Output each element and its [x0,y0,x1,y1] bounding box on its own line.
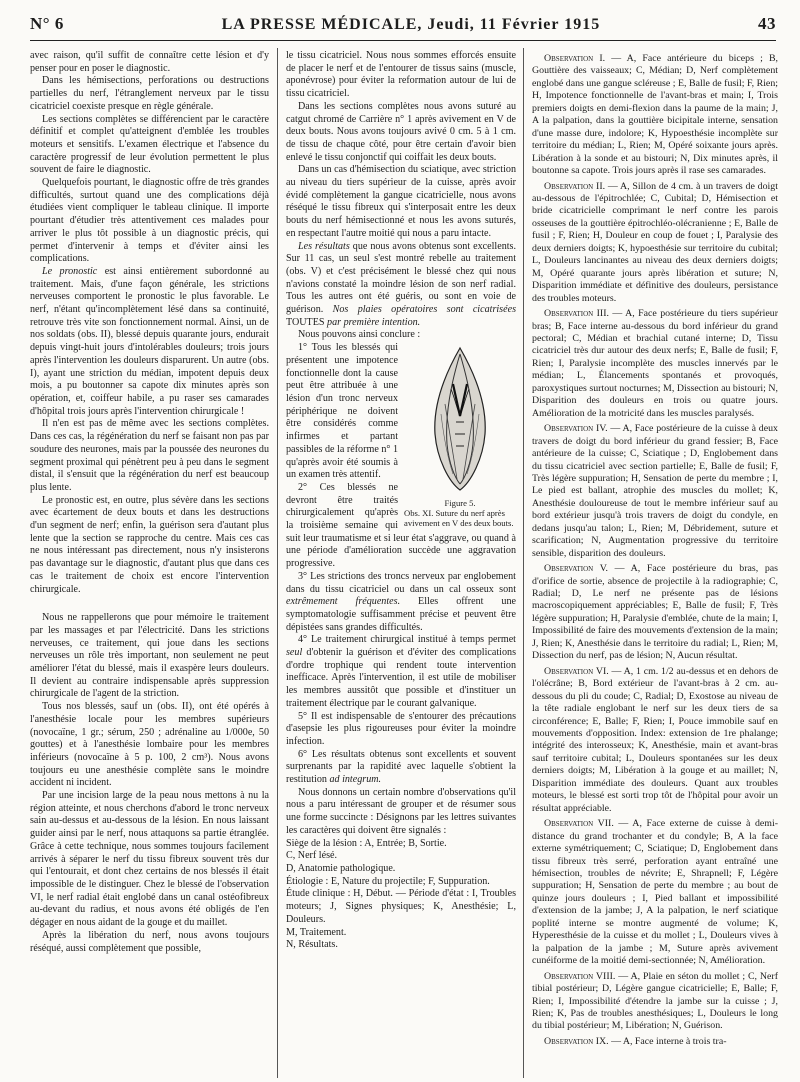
paragraph-prognosis [30,266,269,418]
column-divider [523,48,524,1078]
observation [532,1036,778,1048]
paragraph: Tous nos blessés, sauf un (obs. II), ont été opérés à l'anesthésie locale pour les membres supérieurs (novocaïne, 1 gr.; sérum, 250 ; adrénaline au 1/000e, 50 gouttes) et à l'anesthésie lombaire pour les membres inférieurs (novocaïne à 5 p. 100, 2 cm³). Nous avons toujours eu une anesthésie complète sans le moindre accident ni incident. [30,701,269,789]
paragraph: Dans les sections complètes nous avons suturé au catgut chromé de Carrière n° 1 après avivement en V de deux bouts. Nous avons toujours avivé 0 cm. 5 à 1 cm. de tissu de chaque côté, pour être certain d'avoir bien enlevé le tissu conjonctif qui coiffait les deux bouts. [286,100,516,163]
paragraph: Par une incision large de la peau nous mettons à nu la région atteinte, et nous cherchons d'abord le tronc nerveux sain au-dessus et au-dessous de la lésion. En nous laissant guider ainsi par le nerf, nous attaquons sa partie étranglée. Grâce à cette technique, nous sommes toujours facilement arrivés à séparer le nerf du tissu fibreux souvent très dur qui l'entourait, et dont chez certains de nos blessés il était impossible de le distinguer. Chez le blessé de l'observation VI, le nerf radial était englobé dans un canal ostéofibreux au-devant du radius, et nous avons été obligés de l'en dégager en nous aidant de la gouge et du maillet. [30,790,269,929]
observation [532,666,778,815]
observation [532,971,778,1033]
observation-heading: Observation I. [544,53,606,64]
observation [532,181,778,306]
observation [532,563,778,663]
column-left [30,50,269,1080]
legend-list [286,838,516,952]
journal-title: LA PRESSE MÉDICALE, Jeudi, 11 Février 1915 [221,16,601,33]
paragraph: Dans les hémisections, perforations ou destructions partielles du nerf, l'étranglement nerveux par le tissu cicatriciel coexiste presque en règle générale. [30,75,269,112]
figure-caption: Obs. XI. Suture du nerf après avivement en V des deux bouts. [404,508,514,529]
observation-heading: Observation VIII. [544,970,616,982]
paragraph: Les sections complètes se différencient par le caractère définitif et complet qu'atteignent d'emblée les troubles moteurs et sensitifs. L'examen électrique et l'absence du caractère progressif de leur évolution permettent le plus souvent de faire le diagnostic. [30,113,269,176]
paragraph: Le pronostic est, en outre, plus sévère dans les sections avec écartement de deux bouts et dans les destructions d'un segment de nerf; enfin, la guérison sera d'autant plus lente que la section se rapproche du centre. Mais ces cas ne nous intéressant pas directement, nous n'y insisterons pas davantage sur le diagnostic, d'autant plus que dans ces cas le traitement de choix est encore l'intervention chirurgicale. [30,494,269,595]
paragraph-text: d'obtenir la guérison et d'éviter des complications d'ordre trophique qui rendent toute intervention inefficace. Après l'intervention, il est utile de mobiliser les membres aussitôt que possible et d'instituer un traitement électrique par le courant galvanique. [286,647,516,709]
observation-text: — A, Face externe de cuisse à demi-distance du grand trochanter et du condyle; B, A la face externe symétriquement; C, Sciatique; D, Englobement dans tissu fibreux très serré, perforation ayant entraîné une hémisection, troubles de névrite; E, Shrapnell; F, Légère suppuration; H, Sensation de perte du membre ; au bout de quinze jours douleurs ; I, Pied ballant et impossibilité d'extension de la jambe; J, A la palpation, le nerf sciatique poplité interne se montre augmenté de volume; K, Hyperesthésie de la cuisse et du mollet ; L, Douleurs vives à la palpation de la jambe ; M, Suture après avivement cunéiforme de la moitié demi-sectionnée; N, Amélioration. [532,818,778,967]
observation-heading: Observation II. [544,180,606,192]
observation [532,308,778,420]
observation-text: — A, Plaie en séton du mollet ; C, Nerf tibial postérieur; D, Légère gangue cicatricielle; E, Balle; F, Rien; I, Impossibilité d'étendre la jambe sur la cuisse ; J, Rien; K, Pas de troubles anesthésiques; L, Douleurs le long du tibial postérieur; M, Libération; N, Guérison. [532,970,778,1032]
emphasis: Nos plaies opératoires sont cicatrisées [332,304,516,316]
observation-heading: Observation V. [544,563,609,575]
paragraph-text: 3° Les strictions des troncs nerveux par englobement dans du tissu cicatriciel ou dans un cal osseux sont [286,570,516,595]
paragraph-results [286,241,516,330]
observation-text: — A, Face antérieure du biceps ; B, Gouttière des vaisseaux; C, Médian; D, Nerf complètement englobé dans une gangue scléreuse ; E, Balle de fusil; F, Rien; H, Impotence fonctionnelle de l'avant-bras et main; I, Trois premiers doigts en demi-flexion dans la paume de la main; J, A la palpation, dans la gouttière bicipitale interne, sensation d'une masse dure, indolore; K, Hypoesthésie incomplète sur territoire du médian; L, Rien; M, Opéré soixante jours après. Libération à la sonde et au bistouri; N, Dix minutes après, il boutonne sa capote. Trois jours après il rase ses camarades. [532,53,778,177]
observation-text: — A, 1 cm. 1/2 au-dessus et en dehors de l'olécrâne; B, Bord extérieur de l'avant-bras à 2 cm. au-dessous du pli du coude; C, Radial; D, Exostose au niveau de la tête radiale englobant le nerf sur les deux tiers de sa circonférence; E, Balle; F, Rien; I, Pouce immobile sauf en mouvements d'opposition. Index: extension de 1re phalange; intégrité des interosseux; K, Anesthésie, main et avant-bras sauf territoire cubital; L, Douleurs spontanées sur les deux derniers doigts; M, Libération à la gouge et au maillet; N, Disparition immédiate des douleurs. Quant aux troubles moteurs, le blessé est sorti trop tôt de l'hôpital pour avoir un résultat appréciable. [532,665,778,814]
paragraph: Dans un cas d'hémisection du sciatique, avec striction au niveau du tiers supérieur de la cuisse, après avoir évidé complètement la gangue cicatricielle, nous avons réséqué le tissu fibreux qui s'interposait entre les deux bouts du nerf hémisectionné et nous les avons suturés, en respectant l'autre moitié qui nous a paru intacte. [286,164,516,239]
column-middle [286,50,516,1080]
page-number: 43 [757,14,776,33]
observation-heading: Observation VII. [544,818,614,830]
paragraph: avec raison, qu'il suffit de connaître cette lésion et d'y penser pour en poser le diagnostic. [30,50,269,74]
emphasis-caps: TOUTES [286,316,328,328]
observation-text: — A, Face postérieure du tiers supérieur bras; B, Face interne au-dessous du bord inférieur du grand pectoral; C, Médian et brachial cutané interne; D, Tissu cicatriciel très dur autour des deux nerfs; E, Balle de fusil; F, Rien; I, Paralysie incomplète des muscles innervés par le médian; L, Élancements spontanés et provoqués, paroxystiques surtout nocturnes; M, Dissection au bistouri; N, Disparition des douleurs en trois ou quatre jours. Amélioration de la motricité dans les muscles paralysés. [532,308,778,419]
figure-5 [404,344,516,528]
paragraph: Nous donnons un certain nombre d'observations qu'il nous a paru intéressant de grouper et de résumer sous une forme succincte : Désignons par les lettres suivantes les caractères qui doivent être signalés : [286,786,516,836]
observation-text: — A, Face interne à trois tra- [608,1035,727,1047]
emphasis: Le pronostic [42,265,98,277]
legend-item: M, Traitement. [286,926,347,938]
emphasis: Les résultats [298,240,350,252]
emphasis: seul [286,647,303,659]
column-divider [277,48,278,1078]
paragraph: Après la libération du nerf, nous avons toujours réséqué, aussi complètement que possible, [30,929,269,954]
page-header [30,14,776,41]
emphasis: ad integrum. [329,774,382,786]
issue-number: N° 6 [30,14,64,33]
observation-text: — A, Face postérieure du bras, pas d'orifice de sortie, absence de projectile à la radiographie; C, Radial; D, Le nerf ne présente pas de lésions macroscopiquement appréciables; E, Balle de fusil; F, Très légère suppuration; H, Paralysie d'emblée, chute de la main; I, Impossibilité de faire des mouvements d'extension de la main; J, Rien; K, Anesthésie dans le territoire du radial; L, Rien; M, Dissection du nerf, pas de lésion; N, Aucun résultat. [532,563,778,662]
observation-text: — A, Sillon de 4 cm. à un travers de doigt au-dessous de l'épitrochlée; C, Cubital; D, Hémisection et bride cicatricielle comprimant le nerf contre les parois osseuses de la gouttière épitrochléo-olécranienne ; E, Balle de fusil ; F, Rien; H, Douleur en coup de fouet ; I, Paralysie des deux derniers doigts; K, hypoesthésie sur territoire du cubital; L, Douleurs lancinantes au niveau des deux derniers doigts; M, Opéré quarante jours après libération et suture; N, Disparition immédiate et définitive des douleurs, persistance des troubles moteurs. [532,180,778,304]
conclusion-5: 5° Il est indispensable de s'entourer des précautions d'asepsie les plus rigoureuses pour éviter la moindre infection. [286,710,516,747]
paragraph: Il n'en est pas de même avec les sections complètes. Dans ces cas, la régénération du nerf se faisant non pas par soudure des neurones, mais par la poussée des neurones du segment proximal qui pénètrent peu à peu dans le segment distal, il s'ensuit que la régénération du nerf est beaucoup plus lente. [30,418,269,493]
paragraph: le tissu cicatriciel. Nous nous sommes efforcés ensuite de placer le nerf et de l'entourer de tissus sains (muscle, aponévrose) pour éviter la reformation autour de lui de tissu cicatriciel. [286,50,516,100]
conclusion-4 [286,634,516,710]
observation-heading: Observation IV. [544,423,608,435]
legend-item: Étude clinique : H, Début. — Période d'état : I, Troubles moteurs; J, Signes physiques; K, Anesthésie; L, Douleurs. [286,888,516,925]
paragraph-text: que nous avons obtenus sont excellents. Sur 11 cas, un seul s'est montré rebelle au traitement (obs. V) et c'est précisément le blessé chez qui nous n'avions constaté la moindre lésion de son nerf radial. Tous les autres ont été guéris, ou sont en voie de guérison. [286,240,516,316]
figure-label: Figure 5. [444,498,476,509]
paragraph: Quelquefois pourtant, le diagnostic offre de très grandes difficultés, surtout quand une des complications déjà étudiées vient compliquer le tableau clinique. Il importe pourtant d'étudier très attentivement ces malades pour arriver le plus tôt possible à un diagnostic précis, qui permet d'intervenir à temps et d'éviter ainsi les complications. [30,177,269,265]
observation-heading: Observation III. [544,308,609,320]
observation [532,423,778,560]
legend-item: D, Anatomie pathologique. [286,863,396,874]
paragraph-text: 6° Les résultats obtenus sont excellents et souvent surprenants par la rapidité avec laquelle s'obtient la restitution [286,748,516,786]
paragraph: Nous ne rappellerons que pour mémoire le traitement par les massages et par l'électricité. Dans les strictions nerveuses, ce traitement, qui joue dans les sections nerveuses un rôle très important, non seulement ne peut améliorer l'état du blessé, mais il exaspère leurs douleurs. Il devient au contraire indispensable après suppression chirurgicale de l'agent de la striction. [30,612,269,700]
paragraph: Nous pouvons ainsi conclure : [298,329,421,341]
observation-heading: Observation IX. [544,1035,609,1047]
conclusion-2: 2° Ces blessés ne devront être traités chirurgicalement qu'après la troisième semaine qui suit leur traumatisme et si leur état s'aggrave, ou quand à une période d'amélioration succède une aggravation progressive. [286,481,516,570]
column-right [532,50,778,1080]
conclusion-6 [286,749,516,787]
paragraph-text: 4° Le traitement chirurgical institué à temps permet [298,634,516,646]
emphasis: par première intention. [327,316,421,328]
nerve-suture-illustration [415,344,505,494]
paragraph-text: est ainsi entièrement subordonné au traitement. Mais, d'une façon générale, les strictions nerveuses comportent le pronostic le plus favorable. Le nerf, n'étant qu'incomplètement lésé dans sa continuité, retrouve très vite son fonctionnement normal. Ainsi, un de nos soldats (obs. II), blessé depuis quarante jours, endurait depuis vingt-huit jours d'intolérables douleurs; trois jours après l'intervention les douleurs disparurent. Un autre (obs. I), ayant une striction du médian, impotent depuis deux mois, a pu boutonner sa capote dix minutes après son opération, et, coiffeur habile, a pu raser ses camarades d'hôpital trois jours après l'intervention chirurgicale ! [30,265,269,417]
conclusion-3 [286,571,516,635]
legend-item: N, Résultats. [286,939,338,951]
observation [532,818,778,967]
emphasis: extrêmement fréquentes. [286,596,401,608]
conclusion-1: 1° Tous les blessés qui présentent une impotence fonctionnelle dont la cause peut être attribuée à une lésion d'un tronc nerveux périphérique ne doivent être considérés comme infirmes et partant passibles de la réforme n° 1 qu'après avoir été soumis à un examen très attentif. [286,342,398,481]
observation [532,53,778,178]
observation-text: — A, Face postérieure de la cuisse à deux travers de doigt du bord inférieur du grand fessier; B, Face antérieure de la cuisse; C, Sciatique ; D, Englobement dans du tissu cicatriciel avec section partielle; E, Balle de fusil; F, Très légère suppuration; H, Sensation de perte du membre ; I, Le pied est ballant, atrophie des muscles du mollet; K, Anesthésie douloureuse de tout le membre inférieur sauf au bord extérieur jusqu'à trois travers de doigt du condyle, en dedans jusqu'au talon; L, Rien; M, Débridement, suture et scarification; N, Augmentation progressive du territoire sensible, disparition des douleurs. [532,423,778,559]
paragraph-text: Elles offrent une symptomatologie suffisamment précise et peuvent être dépistées sans grandes difficultés. [286,596,516,633]
observation-heading: Observation VI. [544,665,609,677]
legend-item: Étiologie : E, Nature du projectile; F, Suppuration. [286,875,490,887]
legend-item: Siège de la lésion : A, Entrée; B, Sortie. [286,837,447,849]
legend-item: C, Nerf lésé. [286,850,338,862]
